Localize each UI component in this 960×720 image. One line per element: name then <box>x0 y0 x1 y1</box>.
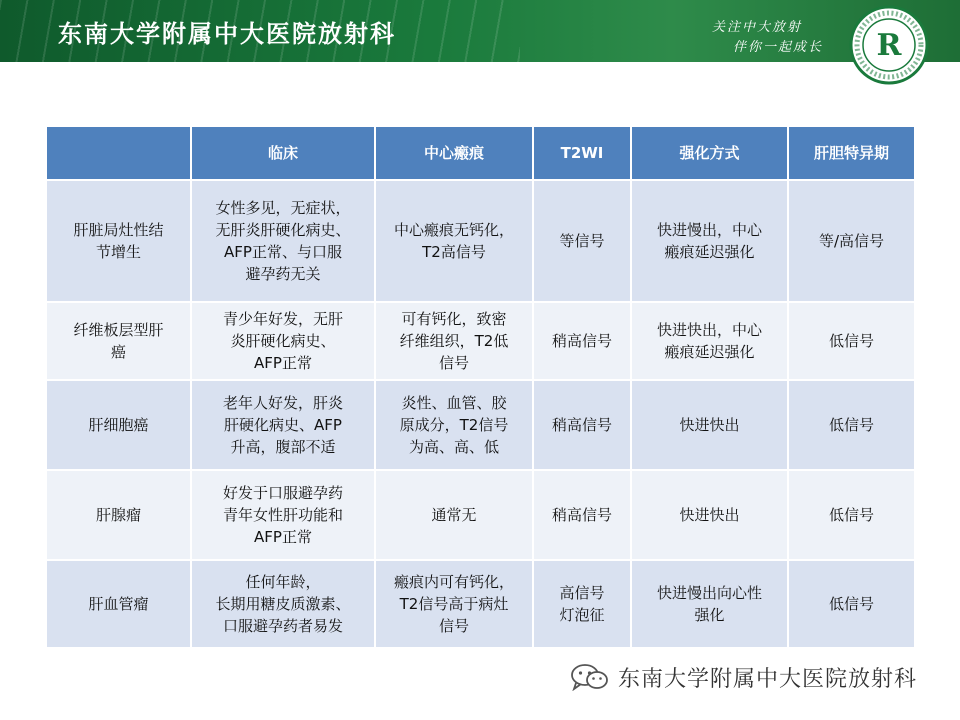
cell-enhancement: 快进快出，中心 瘢痕延迟强化 <box>631 302 788 380</box>
slogan-line-2: 伴你一起成长 <box>733 40 824 55</box>
cell-lesion-name: 肝细胞癌 <box>46 380 191 470</box>
cell-enhancement: 快进慢出，中心 瘢痕延迟强化 <box>631 180 788 302</box>
table-row <box>46 180 915 302</box>
wechat-icon <box>570 663 610 691</box>
cell-scar: 瘢痕内可有钙化， T2信号高于病灶 信号 <box>375 560 533 648</box>
cell-hbp: 低信号 <box>788 302 915 380</box>
header-cell-scar: 中心瘢痕 <box>375 126 533 180</box>
cell-clinical: 女性多见，无症状， 无肝炎肝硬化病史、 AFP正常、与口服 避孕药无关 <box>191 180 375 302</box>
cell-clinical: 任何年龄， 长期用糖皮质激素、 口服避孕药者易发 <box>191 560 375 648</box>
cell-scar: 可有钙化，致密 纤维组织，T2低 信号 <box>375 302 533 380</box>
slogan-line-1: 关注中大放射 <box>712 20 803 35</box>
cell-enhancement: 快进慢出向心性 强化 <box>631 560 788 648</box>
logo-letter: R <box>876 28 902 63</box>
cell-scar: 炎性、血管、胶 原成分，T2信号 为高、高、低 <box>375 380 533 470</box>
cell-t2wi: 等信号 <box>533 180 631 302</box>
cell-clinical: 好发于口服避孕药 青年女性肝功能和 AFP正常 <box>191 470 375 560</box>
cell-clinical: 老年人好发，肝炎 肝硬化病史、AFP 升高，腹部不适 <box>191 380 375 470</box>
hospital-logo-icon <box>848 4 930 86</box>
cell-lesion-name: 肝脏局灶性结 节增生 <box>46 180 191 302</box>
table-header-row <box>46 126 915 180</box>
header-cell-t2wi: T2WI <box>533 126 631 180</box>
header-banner <box>0 0 960 62</box>
footer-watermark <box>570 662 917 692</box>
footer-text: 东南大学附属中大医院放射科 <box>618 666 918 692</box>
cell-lesion-name: 纤维板层型肝 癌 <box>46 302 191 380</box>
header-cell-clinical: 临床 <box>191 126 375 180</box>
cell-hbp: 低信号 <box>788 470 915 560</box>
cell-hbp: 低信号 <box>788 560 915 648</box>
table-row <box>46 380 915 470</box>
comparison-table <box>45 125 916 649</box>
header-cell-enhancement: 强化方式 <box>631 126 788 180</box>
cell-scar: 中心瘢痕无钙化， T2高信号 <box>375 180 533 302</box>
cell-hbp: 低信号 <box>788 380 915 470</box>
table-row <box>46 560 915 648</box>
cell-lesion-name: 肝血管瘤 <box>46 560 191 648</box>
cell-t2wi: 稍高信号 <box>533 470 631 560</box>
cell-t2wi: 高信号 灯泡征 <box>533 560 631 648</box>
table-row <box>46 302 915 380</box>
page-title: 东南大学附属中大医院放射科 <box>58 19 396 48</box>
cell-hbp: 等/高信号 <box>788 180 915 302</box>
cell-enhancement: 快进快出 <box>631 470 788 560</box>
cell-clinical: 青少年好发，无肝 炎肝硬化病史、 AFP正常 <box>191 302 375 380</box>
cell-scar: 通常无 <box>375 470 533 560</box>
header-cell-blank <box>46 126 191 180</box>
cell-lesion-name: 肝腺瘤 <box>46 470 191 560</box>
cell-t2wi: 稍高信号 <box>533 302 631 380</box>
table-row <box>46 470 915 560</box>
cell-enhancement: 快进快出 <box>631 380 788 470</box>
cell-t2wi: 稍高信号 <box>533 380 631 470</box>
header-cell-hbp: 肝胆特异期 <box>788 126 915 180</box>
